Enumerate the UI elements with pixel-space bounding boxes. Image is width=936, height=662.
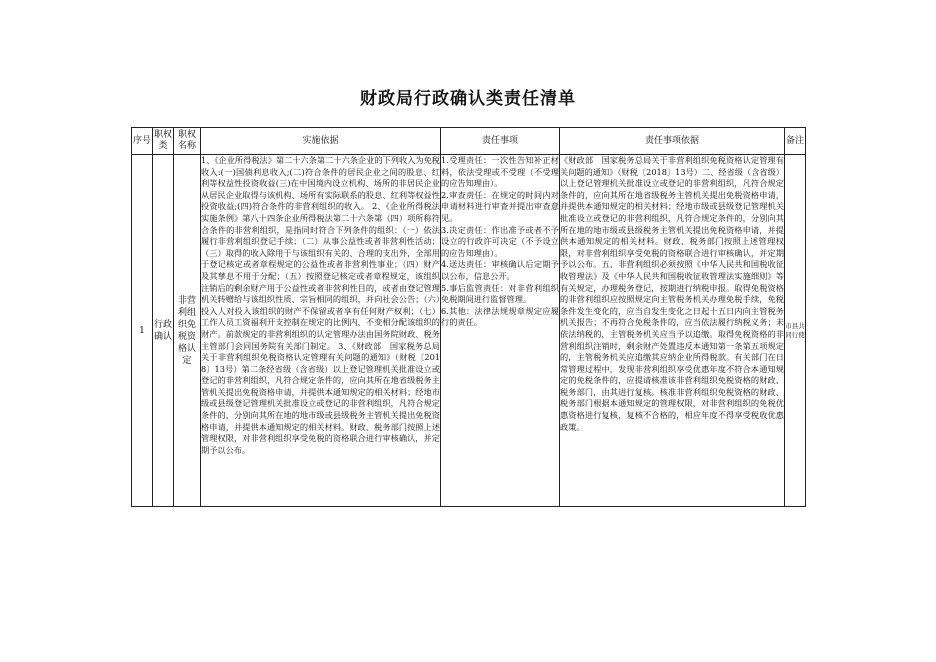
responsibility-item: 5.事后监管责任：对非营利组织免税期间进行监督管理。: [441, 282, 559, 305]
header-category: 职权类: [153, 128, 174, 155]
responsibility-item: 1.受理责任：一次性告知补正材料，依法受理或不受理（不受理的应告知理由）。: [441, 155, 559, 189]
responsibility-item: 2.审查责任：在规定的时间内对申请材料进行审查并提出审查意见。: [441, 189, 559, 223]
responsibility-table: [131, 127, 806, 507]
row-responsibilities: [441, 155, 560, 507]
header-basis: 实施依据: [201, 128, 441, 155]
header-row: [132, 128, 806, 155]
responsibility-item: 4.送达责任：审核确认后定期予以公布，信息公开。: [441, 259, 559, 281]
header-name: 职权名称: [174, 128, 201, 155]
table-row: [132, 155, 806, 507]
row-remark: 市县共同行使: [785, 155, 806, 507]
row-index: 1: [132, 155, 153, 507]
row-responsibility-basis: 《财政部 国家税务总局关于非营利组织免税资格认定管理有关问题的通知》（财税〔2018〕13号）二、经省级（含省级）以上登记管理机关批准设立或登记的非营利组织，凡符合规定条件的，应向其所在地省级税务主管机关提出免税资格申请，并提供本通知规定的相关材料；经地市级或县级登记管理机关批准设立或登记的非营利组织，凡符合规定条件的，分别向其所在地的地市级或县级税务主管机关提出免税资格申请，并提供本通知规定的相关材料。财政、税务部门按照上述管理权限，对非营利组织享受免税的资格联合进行审核确认，并定期予以公布。五、非营利组织必须按照《中华人民共和国税收征收管理法》及《中华人民共和国税收征收管理法实施细则》等有关规定，办理税务登记，按期进行纳税申报。取得免税资格的非营利组织应按照规定向主管税务机关办理免税手续，免税条件发生变化的，应当自发生变化之日起十五日内向主管税务机关报告；不再符合免税条件的，应当依法履行纳税义务；未依法纳税的，主管税务机关应当予以追缴。取得免税资格的非营利组织注销时，剩余财产处置违反本通知第一条第五项规定的，主管税务机关应追缴其应纳企业所得税款。有关部门在日常管理过程中，发现非营利组织享受优惠年度不符合本通知规定的免税条件的，应提请核准该非营利组织免税资格的财政、税务部门，由其进行复核。核准非营利组织免税资格的财政、税务部门根据本通知规定的管理权限，对非营利组织的免税优惠资格进行复核，复核不合格的，相应年度不得享受税收优惠政策。: [560, 155, 785, 507]
row-basis: 1、《企业所得税法》第二十六条第二十六条企业的下列收入为免税收入:(一)国债利息收入;(二)符合条件的居民企业之间的股息、红利等权益性投资收益(三)在中国境内设立机构、场所的非居民企业从居民企业取得与该机构、场所有实际联系的股息、红利等权益性投资收益;(四)符合条件的非营利组织的收入。 2、《企业所得税法实施条例》第八十四条企业所得税法第二十六条第（四）项所称符合条件的非营利组织，是指同时符合下列条件的组织：（一）依法履行非营利组织登记手续；（二）从事公益性或者非营利性活动；（三）取得的收入除用于与该组织有关的、合理的支出外，全部用于登记核定或者章程规定的公益性或者非营利性事业；（四）财产及其孳息不用于分配；（五）按照登记核定或者章程规定，该组织注销后的剩余财产用于公益性或者非营利性目的，或者由登记管理机关转赠给与该组织性质、宗旨相同的组织，并向社会公告；（六）投入人对投入该组织的财产不保留或者享有任何财产权利；（七）工作人员工资福利开支控制在规定的比例内，不变相分配该组织的财产。前款规定的非营利组织的认定管理办法由国务院财政、税务主管部门会同国务院有关部门制定。 3、《财政部 国家税务总局关于非营利组织免税资格认定管理有关问题的通知》（财税〔2018〕13号）第二条经省级（含省级）以上登记管理机关批准设立或登记的非营利组织，凡符合规定条件的，应向其所在地省级税务主管机关提出免税资格申请，并提供本通知规定的相关材料；经地市级或县级登记管理机关批准设立或登记的非营利组织，凡符合规定条件的，分别向其所在地的地市级或县级税务主管机关提出免税资格申请，并提供本通知规定的相关材料。财政、税务部门按照上述管理权限，对非营利组织享受免税的资格联合进行审核确认，并定期予以公布。: [201, 155, 441, 507]
responsibility-item: 3.决定责任：作出准予或者不予设立的行政许可决定（不予设立的应告知理由）。: [441, 224, 559, 258]
header-remark: 备注: [785, 128, 806, 155]
header-responsibility-basis: 责任事项依据: [560, 128, 785, 155]
row-name: 非营利组织免税资格认定: [174, 155, 201, 507]
header-index: 序号: [132, 128, 153, 155]
row-category: 行政确认: [153, 155, 174, 507]
responsibility-item: 6.其他：法律法规规章规定应履行的责任。: [441, 305, 559, 328]
page-title: 财政局行政确认类责任清单: [360, 89, 576, 109]
header-responsibilities: 责任事项: [441, 128, 560, 155]
